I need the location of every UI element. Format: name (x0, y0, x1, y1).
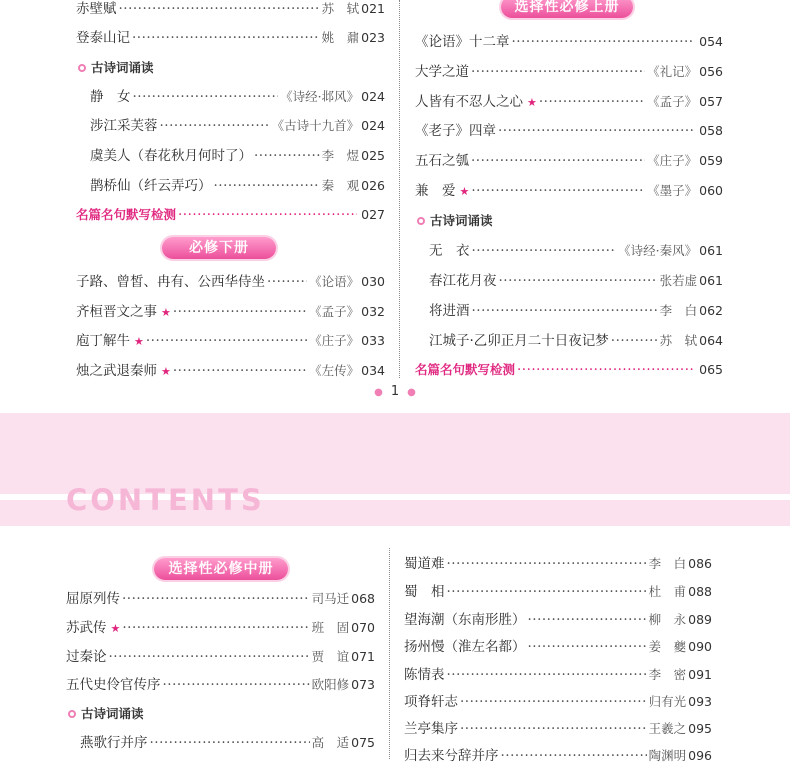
toc-entry[interactable] (404, 636, 712, 658)
toc-entry[interactable] (429, 270, 723, 292)
entry-author: 李 密 (648, 667, 687, 682)
entry-author: 秦 观 (321, 178, 360, 193)
entry-page: 034 (361, 363, 385, 378)
entry-page: 024 (361, 118, 385, 133)
entry-page: 025 (361, 148, 385, 163)
toc-entry[interactable] (66, 588, 375, 610)
toc-bottom-left (66, 540, 375, 759)
entry-author: 张若虚 (659, 273, 698, 288)
entry-page: 023 (361, 30, 385, 45)
entry-author: 姜 夔 (648, 639, 687, 654)
toc-entry[interactable] (415, 120, 723, 142)
entry-author: 李 煜 (321, 148, 360, 163)
entry-author: 苏 轼 (321, 1, 360, 16)
entry-author: 《墨子》 (647, 183, 698, 198)
entry-page: 073 (351, 677, 375, 692)
toc-entry[interactable] (90, 86, 385, 108)
entry-title: 春江花月夜 (429, 273, 497, 289)
ring-bullet-icon (417, 217, 425, 225)
toc-entry[interactable] (76, 301, 385, 323)
toc-entry[interactable] (429, 300, 723, 322)
toc-entry[interactable] (415, 31, 723, 53)
entry-title: 名篇名句默写检测 (415, 362, 516, 377)
toc-entry[interactable] (66, 646, 375, 668)
toc-entry[interactable] (80, 732, 375, 754)
toc-entry[interactable] (404, 691, 712, 713)
entry-title: 名篇名句默写检测 (76, 207, 177, 222)
entry-title: 《论语》十二章 (415, 34, 510, 50)
entry-author: 《礼记》 (647, 64, 698, 79)
column-divider (389, 548, 390, 759)
entry-author: 陶渊明 (648, 748, 687, 763)
toc-entry[interactable] (66, 674, 375, 696)
entry-author: 《左传》 (309, 363, 360, 378)
entry-page: 054 (699, 34, 723, 49)
toc-entry[interactable] (415, 180, 723, 202)
toc-entry[interactable] (404, 664, 712, 686)
entry-title: 赤壁赋 (76, 1, 117, 17)
toc-top-left (76, 0, 385, 384)
entry-page: 061 (699, 243, 723, 258)
star-icon: ★ (134, 335, 144, 348)
entry-title: 登泰山记 (76, 30, 130, 46)
entry-page: 070 (351, 620, 375, 635)
entry-page: 027 (361, 207, 385, 222)
toc-entry[interactable] (76, 0, 385, 20)
volume-title-badge: 选择性必修上册 (501, 0, 633, 18)
entry-title: 静 女 (90, 89, 131, 105)
toc-entry[interactable] (76, 27, 385, 49)
entry-title: 蜀道难 (404, 556, 445, 572)
entry-title: 涉江采芙蓉 (90, 118, 158, 134)
toc-entry[interactable] (90, 175, 385, 197)
toc-entry[interactable] (76, 271, 385, 293)
toc-entry[interactable] (404, 609, 712, 631)
entry-title: 五石之瓠 (415, 153, 469, 169)
entry-page: 024 (361, 89, 385, 104)
entry-title: 《老子》四章 (415, 123, 496, 139)
entry-page: 089 (688, 612, 712, 627)
entry-page: 026 (361, 178, 385, 193)
toc-check-entry[interactable] (76, 204, 385, 226)
volume-title-badge: 选择性必修中册 (154, 558, 288, 580)
entry-author: 欧阳修 (311, 677, 350, 692)
star-icon: ★ (527, 96, 537, 109)
entry-title: 兼 爱 (415, 183, 456, 199)
section-heading: 古诗词诵读 (68, 704, 144, 724)
toc-entry[interactable] (66, 617, 375, 639)
entry-title: 五代史伶官传序 (66, 677, 161, 693)
entry-author: 《诗经·秦风》 (618, 243, 698, 258)
entry-author: 李 白 (659, 303, 698, 318)
dot-icon: ● (407, 387, 416, 398)
entry-title: 屈原列传 (66, 591, 120, 607)
entry-title: 烛之武退秦师 (76, 363, 157, 379)
star-icon: ★ (459, 185, 470, 198)
contents-banner-title: CONTENTS (66, 483, 265, 517)
entry-author: 《古诗十九首》 (271, 118, 360, 133)
ring-bullet-icon (78, 64, 86, 72)
toc-entry[interactable] (76, 360, 385, 382)
entry-title: 人皆有不忍人之心 (415, 94, 523, 110)
volume-title-badge: 必修下册 (162, 237, 276, 259)
section-heading: 古诗词诵读 (417, 211, 493, 231)
entry-title: 兰亭集序 (404, 721, 458, 737)
entry-title: 大学之道 (415, 64, 469, 80)
page-number: ● 1 ● (374, 384, 416, 399)
entry-page: 056 (699, 64, 723, 79)
toc-entry[interactable] (429, 240, 723, 262)
toc-entry[interactable] (90, 145, 385, 167)
entry-title: 苏武传 (66, 620, 107, 636)
section-heading: 古诗词诵读 (78, 58, 154, 78)
entry-title: 燕歌行并序 (80, 735, 148, 751)
toc-entry[interactable] (415, 61, 723, 83)
toc-entry[interactable] (415, 91, 723, 113)
entry-page: 061 (699, 273, 723, 288)
toc-entry[interactable] (404, 581, 712, 603)
toc-bottom-right (404, 540, 712, 764)
entry-page: 033 (361, 333, 385, 348)
entry-page: 090 (688, 639, 712, 654)
entry-title: 子路、曾皙、冉有、公西华侍坐 (76, 274, 265, 290)
entry-title: 齐桓晋文之事 (76, 304, 157, 320)
entry-title: 庖丁解牛 (76, 333, 130, 349)
entry-author: 《庄子》 (647, 153, 698, 168)
entry-author: 苏 轼 (659, 333, 698, 348)
entry-page: 071 (351, 649, 375, 664)
entry-page: 068 (351, 591, 375, 606)
column-divider (399, 0, 400, 378)
entry-author: 王羲之 (648, 721, 687, 736)
toc-entry[interactable] (404, 745, 712, 767)
entry-author: 杜 甫 (648, 584, 687, 599)
entry-page: 032 (361, 304, 385, 319)
entry-title: 蜀 相 (404, 584, 445, 600)
toc-entry[interactable] (415, 150, 723, 172)
entry-author: 归有光 (648, 694, 687, 709)
entry-title: 过秦论 (66, 649, 107, 665)
entry-title: 扬州慢（淮左名都） (404, 639, 526, 655)
entry-title: 陈情表 (404, 667, 445, 683)
entry-page: 065 (699, 362, 723, 377)
entry-page: 021 (361, 1, 385, 16)
entry-title: 将进酒 (429, 303, 470, 319)
entry-page: 093 (688, 694, 712, 709)
entry-page: 057 (699, 94, 723, 109)
entry-title: 鹊桥仙（纤云弄巧） (90, 178, 212, 194)
star-icon: ★ (110, 622, 121, 635)
entry-page: 091 (688, 667, 712, 682)
entry-title: 项脊轩志 (404, 694, 458, 710)
entry-author: 柳 永 (648, 612, 687, 627)
entry-title: 江城子·乙卯正月二十日夜记梦 (429, 333, 609, 349)
toc-entry[interactable] (404, 718, 712, 740)
toc-check-entry[interactable] (415, 359, 723, 381)
entry-page: 088 (688, 584, 712, 599)
entry-author: 李 白 (648, 556, 687, 571)
entry-author: 《孟子》 (647, 94, 698, 109)
entry-page: 086 (688, 556, 712, 571)
toc-entry[interactable] (429, 330, 723, 352)
entry-title: 无 衣 (429, 243, 470, 259)
entry-page: 096 (688, 748, 712, 763)
toc-entry[interactable] (404, 553, 712, 575)
entry-author: 高 适 (311, 735, 350, 750)
entry-author: 《孟子》 (309, 304, 360, 319)
entry-author: 《诗经·邶风》 (280, 89, 360, 104)
entry-title: 虞美人（春花秋月何时了） (90, 148, 252, 164)
entry-author: 姚 鼐 (321, 30, 360, 45)
entry-author: 《论语》 (309, 274, 360, 289)
entry-page: 058 (699, 123, 723, 138)
toc-top-right (415, 0, 723, 384)
entry-author: 《庄子》 (309, 333, 360, 348)
entry-page: 062 (699, 303, 723, 318)
entry-page: 030 (361, 274, 385, 289)
entry-page: 060 (699, 183, 723, 198)
entry-author: 贾 谊 (311, 649, 350, 664)
entry-page: 095 (688, 721, 712, 736)
entry-page: 075 (351, 735, 375, 750)
ring-bullet-icon (68, 710, 76, 718)
entry-page: 059 (699, 153, 723, 168)
dot-icon: ● (374, 387, 383, 398)
entry-page: 064 (699, 333, 723, 348)
entry-title: 望海潮（东南形胜） (404, 612, 526, 628)
star-icon: ★ (161, 365, 171, 378)
star-icon: ★ (161, 306, 171, 319)
toc-entry[interactable] (76, 330, 385, 352)
entry-author: 班 固 (311, 620, 350, 635)
toc-entry[interactable] (90, 115, 385, 137)
header-band (0, 413, 790, 494)
entry-title: 归去来兮辞并序 (404, 748, 499, 764)
entry-author: 司马迁 (311, 591, 350, 606)
